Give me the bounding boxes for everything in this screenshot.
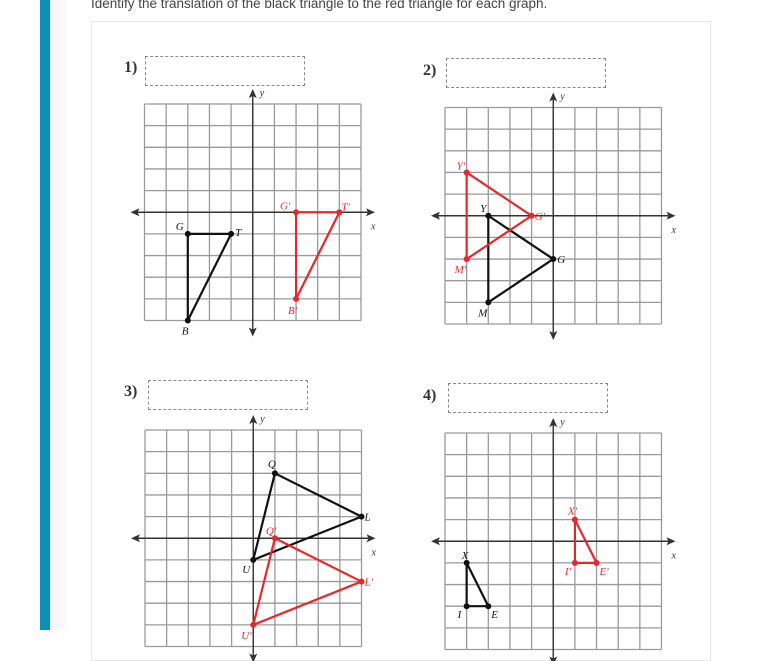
vertex-label: M' (454, 264, 467, 276)
vertex-label: Q (268, 458, 276, 470)
question-2-number: 2) (423, 62, 436, 80)
vertex-label: X' (567, 506, 578, 518)
vertex-label: B (182, 326, 189, 338)
vertex-label: U (242, 564, 251, 576)
x-axis-label: x (671, 550, 677, 561)
vertex-label: I (457, 609, 463, 621)
vertex-label: E (490, 609, 498, 621)
vertex-point (464, 603, 470, 609)
vertex-label: Q' (266, 525, 277, 537)
vertex-label: Y' (457, 160, 466, 172)
y-axis-label: y (259, 88, 265, 99)
y-axis-label: y (559, 92, 565, 103)
preimage-triangle (457, 550, 499, 621)
vertex-label: E' (599, 566, 610, 578)
vertex-label: G (176, 221, 184, 233)
vertex-point (572, 560, 578, 566)
vertex-label: T' (341, 201, 350, 213)
vertex-label: T (235, 227, 242, 239)
vertex-label: B' (288, 305, 298, 317)
vertex-label: G' (280, 200, 291, 212)
question-4-number: 4) (423, 387, 436, 405)
y-axis-label: y (259, 414, 265, 425)
vertex-label: G (557, 254, 565, 266)
vertex-label: L' (364, 577, 374, 589)
x-axis-label: x (671, 225, 677, 236)
vertex-label: Y (480, 203, 488, 215)
question-3-number: 3) (124, 383, 137, 401)
x-axis-label: x (371, 547, 377, 558)
vertex-label: M (477, 307, 488, 319)
y-axis-label: y (559, 417, 565, 428)
vertex-label: U' (241, 630, 252, 642)
x-axis-label: x (370, 221, 376, 232)
vertex-label: G' (535, 211, 546, 223)
vertex-label: L (364, 512, 371, 524)
vertex-label: X (461, 550, 470, 562)
vertex-label: I' (564, 566, 572, 578)
instruction-text: Identify the translation of the black triangle to the red triangle for each graph. (91, 0, 547, 11)
question-1-number: 1) (124, 59, 137, 77)
